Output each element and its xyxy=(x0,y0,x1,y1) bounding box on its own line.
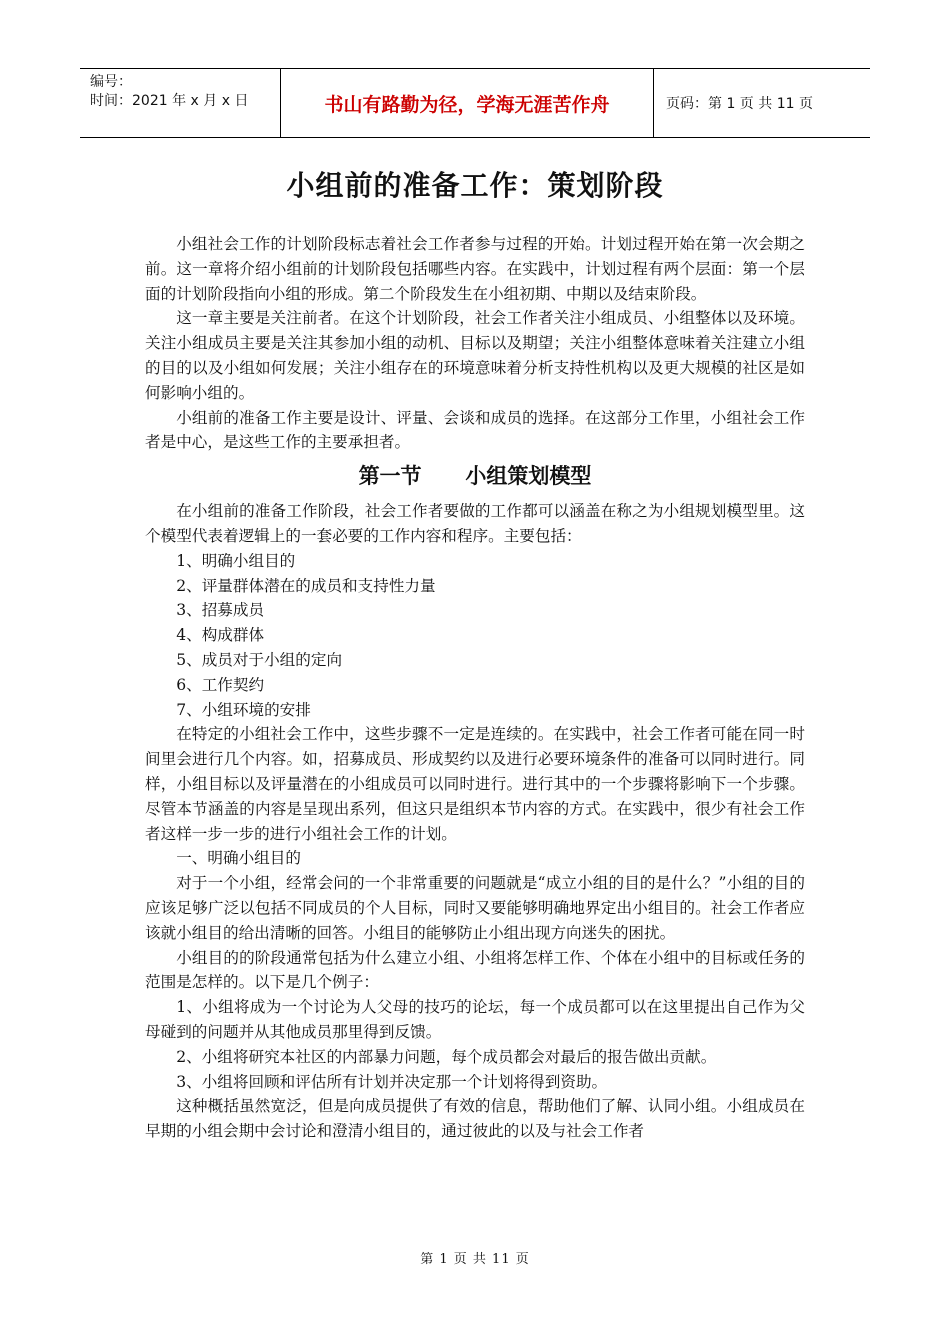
step-item: 3、招募成员 xyxy=(176,601,265,620)
page-header xyxy=(80,68,870,138)
step-item: 7、小组环境的安排 xyxy=(176,700,311,719)
number-label: 编号： xyxy=(90,74,132,90)
section-heading: 第一节 小组策划模型 xyxy=(358,463,592,489)
example-item: 3、小组将回顾和评估所有计划并决定那一个计划将得到资助。 xyxy=(176,1072,608,1091)
header-meta xyxy=(80,69,281,137)
intro-paragraph: 小组前的准备工作主要是设计、评量、会谈和成员的选择。在这部分工作里，小组社会工作者是中心，是这些工作的主要承担者。 xyxy=(145,408,805,452)
step-item: 4、构成群体 xyxy=(176,626,265,645)
header-motto: 书山有路勤为径，学海无涯苦作舟 xyxy=(281,69,654,137)
intro-paragraph: 这一章主要是关注前者。在这个计划阶段，社会工作者关注小组成员、小组整体以及环境。关注小组成员主要是关注其参加小组的动机、目标以及期望；关注小组整体意味着关注建立小组的目的以及小组如何发展；关注小组存在的环境意味着分析支持性机构以及更大规模的社区是如何影响小组的。 xyxy=(145,309,805,402)
document-body xyxy=(145,232,805,1144)
page-footer: 第 1 页 共 11 页 xyxy=(420,1252,530,1267)
section-intro: 在小组前的准备工作阶段，社会工作者要做的工作都可以涵盖在称之为小组规划模型里。这个模型代表着逻辑上的一套必要的工作内容和程序。主要包括： xyxy=(145,502,805,545)
example-item: 1、小组将成为一个讨论为人父母的技巧的论坛，每一个成员都可以在这里提出自己作为父母碰到的问题并从其他成员那里得到反馈。 xyxy=(145,998,805,1041)
step-item: 6、工作契约 xyxy=(176,675,265,694)
header-page-info: 页码：第 1 页 共 11 页 xyxy=(666,96,813,112)
date-label: 时间：2021 年 x 月 x 日 xyxy=(90,93,249,109)
intro-paragraph: 小组社会工作的计划阶段标志着社会工作者参与过程的开始。计划过程开始在第一次会期之前。这一章将介绍小组前的计划阶段包括哪些内容。在实践中，计划过程有两个层面：第一个层面的计划阶段指向小组的形成。第二个阶段发生在小组初期、中期以及结束阶段。 xyxy=(145,235,805,303)
example-item: 2、小组将研究本社区的内部暴力问题，每个成员都会对最后的报告做出贡献。 xyxy=(176,1047,717,1066)
step-item: 1、明确小组目的 xyxy=(176,551,296,570)
body-paragraph: 这种概括虽然宽泛，但是向成员提供了有效的信息，帮助他们了解、认同小组。小组成员在早期的小组会期中会讨论和澄清小组目的，通过彼此的以及与社会工作者 xyxy=(145,1097,805,1141)
step-item: 2、评量群体潜在的成员和支持性力量 xyxy=(176,576,436,595)
document-title: 小组前的准备工作：策划阶段 xyxy=(286,169,664,202)
body-paragraph: 对于一个小组，经常会问的一个非常重要的问题就是“成立小组的目的是什么？”小组的目的应该足够广泛以包括不同成员的个人目标，同时又要能够明确地界定出小组目的。社会工作者应该就小组目的给出清晰的回答。小组目的能够防止小组出现方向迷失的困扰。 xyxy=(145,874,805,942)
subsection-heading: 一、明确小组目的 xyxy=(176,849,301,868)
step-item: 5、成员对于小组的定向 xyxy=(176,650,343,669)
body-paragraph: 小组目的的阶段通常包括为什么建立小组、小组将怎样工作、个体在小组中的目标或任务的范围是怎样的。以下是几个例子： xyxy=(145,948,805,992)
body-paragraph: 在特定的小组社会工作中，这些步骤不一定是连续的。在实践中，社会工作者可能在同一时间里会进行几个内容。如，招募成员、形成契约以及进行必要环境条件的准备可以同时进行。同样，小组目标以及评量潜在的小组成员可以同时进行。进行其中的一个步骤将影响下一个步骤。尽管本节涵盖的内容是呈现出系列，但这只是组织本节内容的方式。在实践中，很少有社会工作者这样一步一步的进行小组社会工作的计划。 xyxy=(145,725,805,843)
